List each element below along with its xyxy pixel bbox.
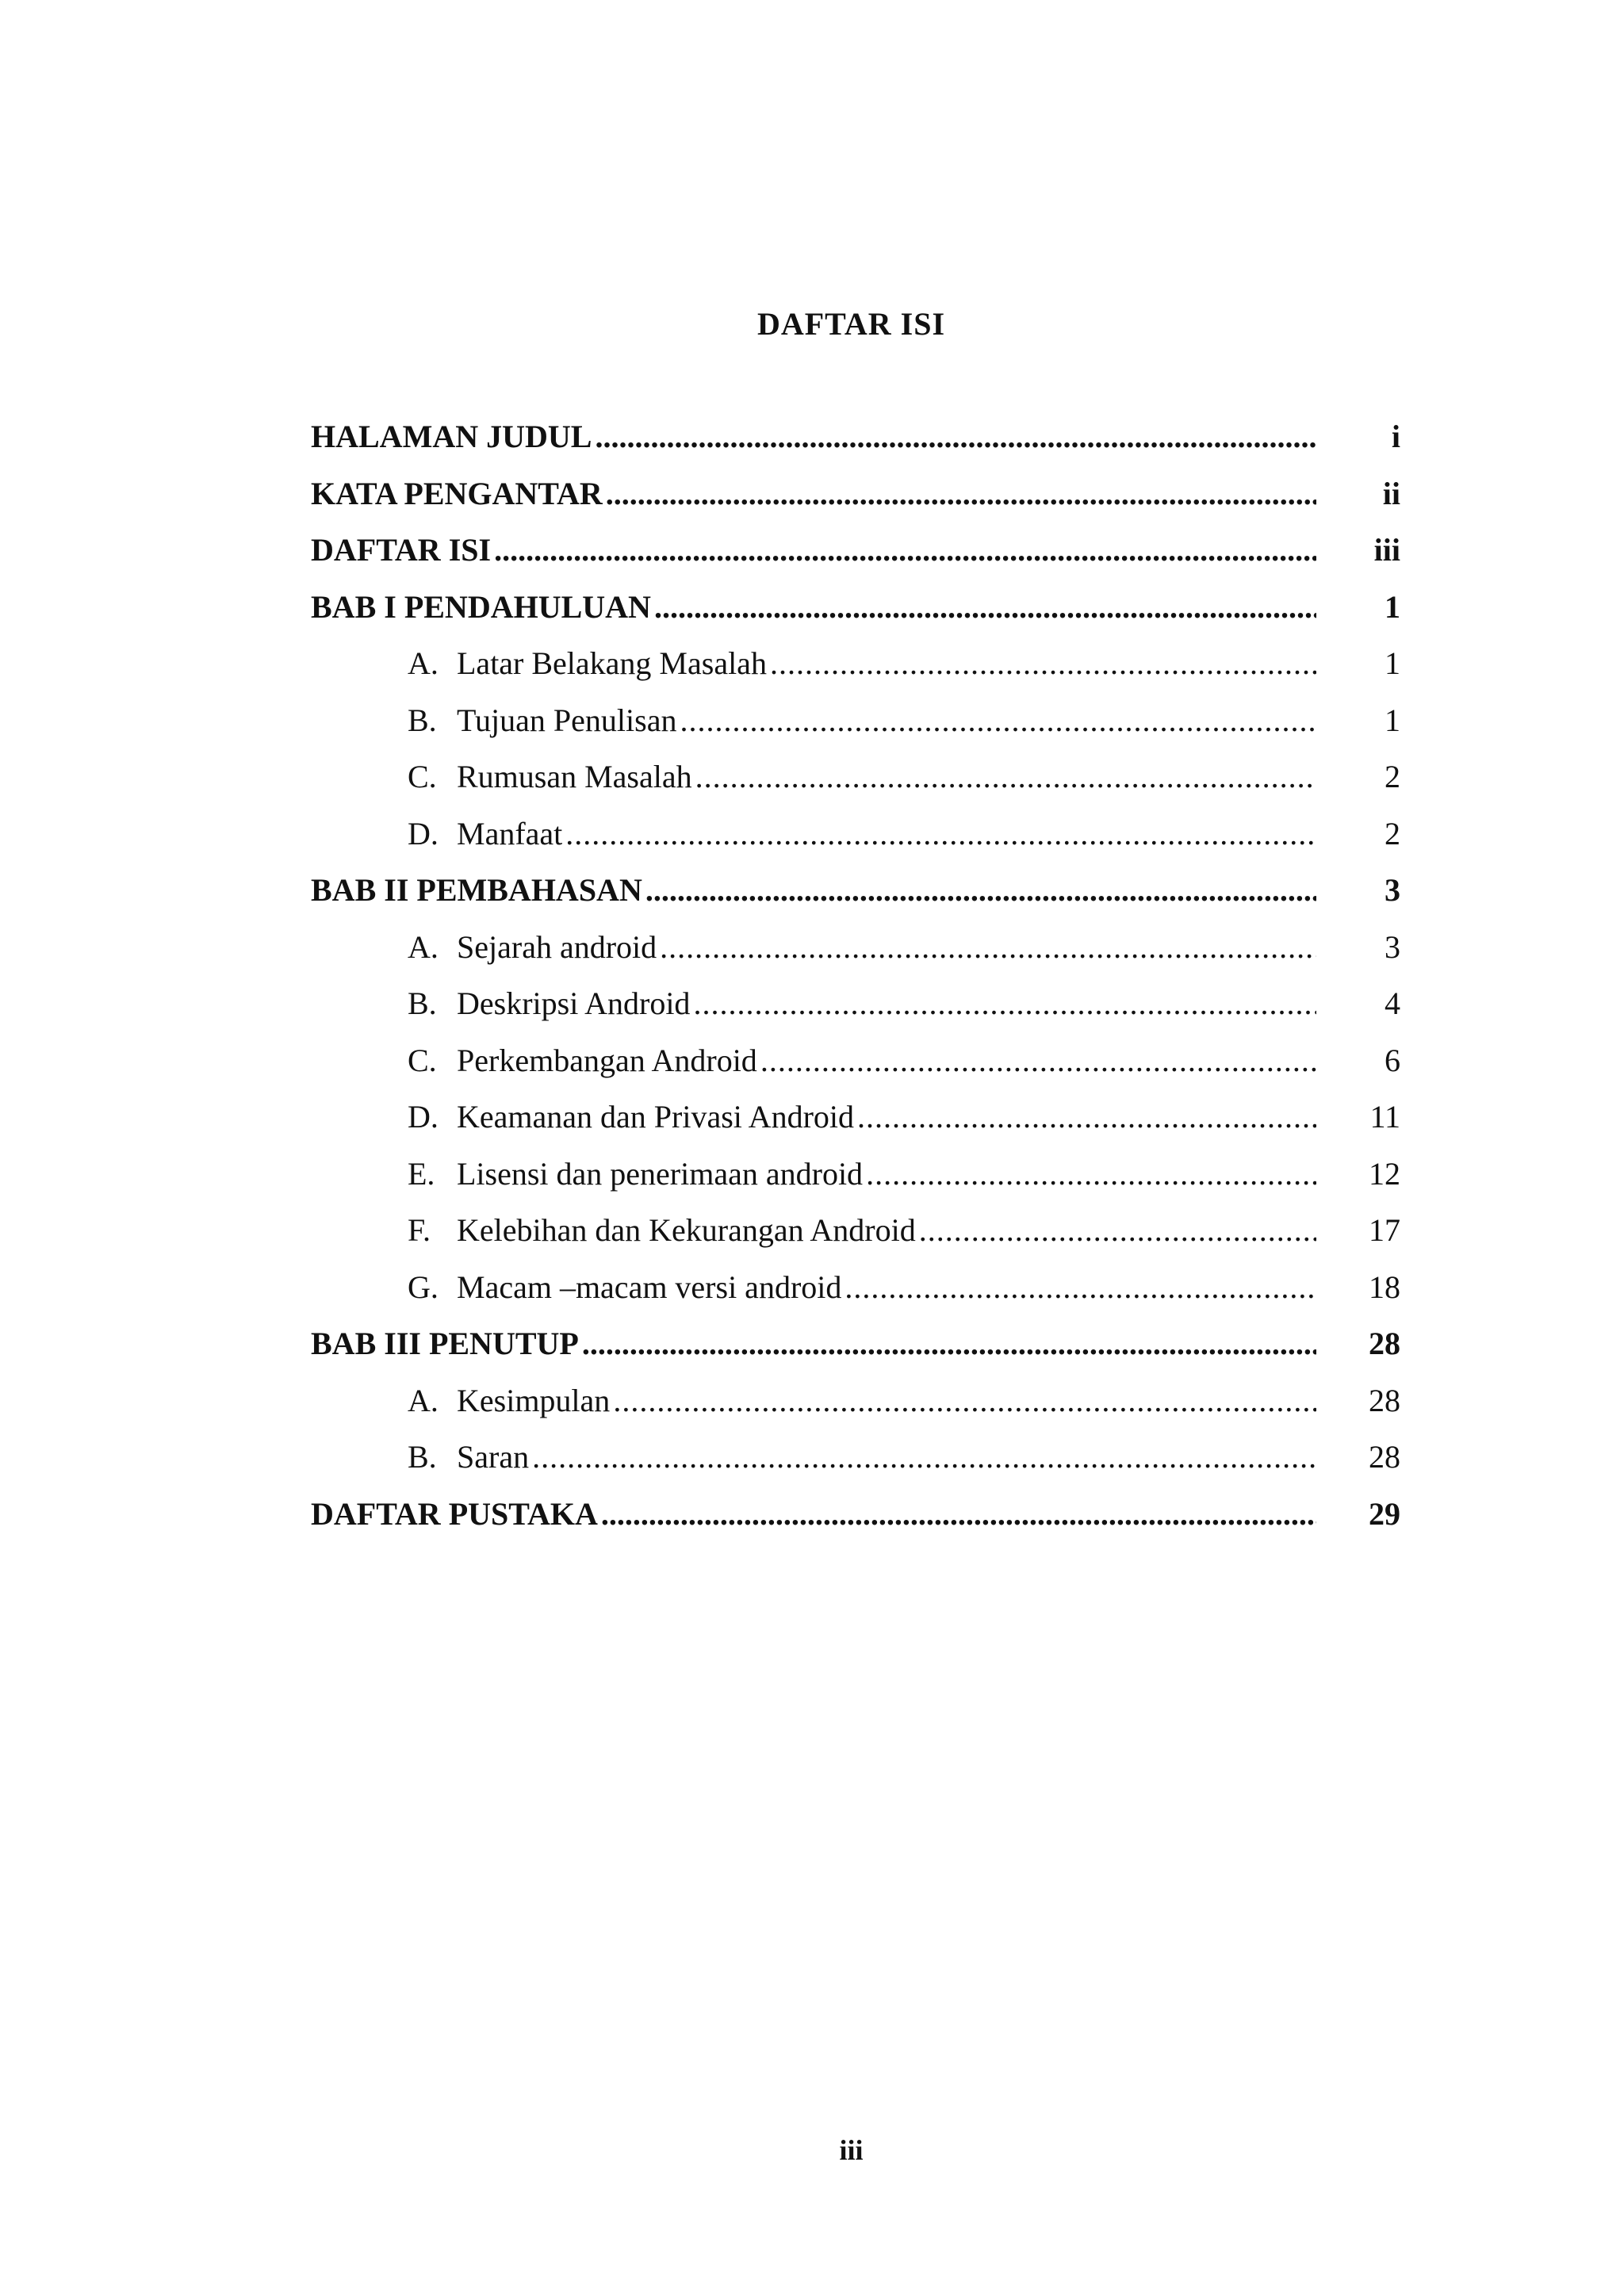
dot-leader — [582, 1325, 1316, 1362]
toc-chapter-entry — [311, 531, 1400, 588]
toc-entry-letter: G. — [408, 1269, 439, 1305]
toc-entry-label-group — [311, 645, 1316, 682]
dot-leader — [866, 1155, 1316, 1192]
dot-leader — [654, 588, 1316, 626]
toc-entry-page-number: 29 — [1369, 1495, 1400, 1532]
toc-entry-label-group — [311, 1495, 1316, 1533]
toc-entry-label-group — [311, 871, 1316, 909]
page-title: DAFTAR ISI — [756, 306, 946, 342]
toc-entry-page-number: 1 — [1385, 702, 1400, 738]
toc-section-entry — [311, 1155, 1400, 1212]
toc-entry-label-group — [311, 702, 1316, 739]
dot-leader — [693, 985, 1316, 1022]
toc-entry-page-number: 11 — [1369, 1099, 1400, 1135]
dot-leader — [606, 475, 1316, 512]
toc-chapter-entry — [311, 1325, 1400, 1382]
toc-section-entry — [311, 645, 1400, 702]
toc-entry-title: BAB II PEMBAHASAN — [311, 872, 642, 908]
toc-entry-letter: B. — [408, 1439, 437, 1475]
toc-entry-letter: B. — [408, 985, 437, 1021]
dot-leader — [919, 1211, 1316, 1249]
dot-leader — [613, 1382, 1316, 1419]
toc-section-entry — [311, 985, 1400, 1042]
toc-entry-letter: F. — [408, 1212, 431, 1248]
toc-entry-label-group — [311, 1211, 1316, 1249]
toc-chapter-entry — [311, 418, 1400, 475]
toc-section-entry — [311, 1438, 1400, 1495]
toc-entry-title: Keamanan dan Privasi Android — [457, 1099, 854, 1135]
toc-entry-label-group — [311, 1098, 1316, 1135]
toc-entry-label-group — [311, 1269, 1316, 1306]
toc-section-entry — [311, 928, 1400, 985]
toc-entry-label-group — [311, 1042, 1316, 1079]
toc-entry-title: DAFTAR PUSTAKA — [311, 1495, 598, 1532]
toc-entry-label-group — [311, 1155, 1316, 1192]
toc-entry-label-group — [311, 1382, 1316, 1419]
toc-entry-label-group — [311, 475, 1316, 512]
toc-section-entry — [311, 758, 1400, 815]
toc-entry-title: Sejarah android — [457, 928, 657, 965]
dot-leader — [660, 928, 1316, 966]
dot-leader — [680, 702, 1316, 739]
toc-entry-title: Deskripsi Android — [457, 985, 691, 1021]
toc-entry-title: Kelebihan dan Kekurangan Android — [457, 1212, 916, 1248]
toc-entry-page-number: 3 — [1385, 928, 1400, 965]
toc-entry-page-number: 28 — [1369, 1326, 1400, 1361]
toc-section-entry — [311, 815, 1400, 872]
dot-leader — [760, 1042, 1316, 1079]
toc-entry-title: Kesimpulan — [457, 1382, 611, 1418]
toc-entry-letter: B. — [408, 702, 437, 738]
toc-entry-label-group — [311, 531, 1316, 568]
toc-entry-title: BAB III PENUTUP — [311, 1326, 579, 1361]
toc-entry-label-group — [311, 588, 1316, 626]
toc-entry-page-number: 12 — [1369, 1155, 1400, 1192]
toc-entry-page-number: i — [1391, 419, 1400, 454]
toc-entry-title: DAFTAR ISI — [311, 532, 492, 568]
toc-entry-title: Latar Belakang Masalah — [457, 645, 767, 681]
toc-section-entry — [311, 702, 1400, 759]
toc-entry-page-number: 6 — [1385, 1042, 1400, 1078]
toc-chapter-entry — [311, 475, 1400, 532]
toc-entry-letter: A. — [408, 645, 439, 681]
toc-entry-page-number: 28 — [1369, 1382, 1400, 1418]
toc-entry-page-number: ii — [1382, 475, 1400, 511]
dot-leader — [695, 758, 1316, 795]
toc-entry-page-number: 1 — [1385, 588, 1400, 625]
toc-entry-label-group — [311, 1325, 1316, 1362]
toc-entry-label-group — [311, 815, 1316, 852]
toc-entry-title: Macam –macam versi android — [457, 1269, 842, 1305]
toc-entry-letter: D. — [408, 815, 439, 851]
toc-entry-page-number: iii — [1373, 532, 1400, 568]
dot-leader — [845, 1269, 1316, 1306]
toc-entry-title: Lisensi dan penerimaan android — [457, 1155, 864, 1192]
toc-entry-page-number: 1 — [1385, 645, 1400, 681]
toc-section-entry — [311, 1382, 1400, 1439]
toc-entry-label-group — [311, 985, 1316, 1022]
toc-entry-page-number: 28 — [1369, 1439, 1400, 1475]
toc-entry-letter: C. — [408, 759, 437, 794]
toc-entry-page-number: 4 — [1385, 985, 1400, 1021]
dot-leader — [857, 1098, 1316, 1135]
toc-entry-title: Rumusan Masalah — [457, 759, 692, 794]
toc-entry-page-number: 2 — [1385, 815, 1400, 851]
toc-section-entry — [311, 1211, 1400, 1269]
toc-entry-title: HALAMAN JUDUL — [311, 419, 592, 454]
dot-leader — [494, 531, 1316, 568]
toc-entry-label-group — [311, 928, 1316, 966]
toc-entry-title: Manfaat — [457, 815, 563, 851]
toc-chapter-entry — [311, 588, 1400, 645]
toc-entry-title: Perkembangan Android — [457, 1042, 757, 1078]
toc-entry-label-group — [311, 758, 1316, 795]
table-of-contents — [311, 418, 1400, 1552]
toc-entry-title: BAB I PENDAHULUAN — [311, 588, 651, 625]
toc-entry-title: Saran — [457, 1439, 530, 1475]
dot-leader — [565, 815, 1316, 852]
dot-leader — [601, 1495, 1316, 1533]
toc-entry-letter: A. — [408, 928, 439, 965]
toc-chapter-entry — [311, 1495, 1400, 1552]
toc-chapter-entry — [311, 871, 1400, 928]
toc-entry-title: Tujuan Penulisan — [457, 702, 677, 738]
toc-section-entry — [311, 1042, 1400, 1099]
dot-leader — [645, 871, 1316, 909]
toc-section-entry — [311, 1098, 1400, 1155]
toc-entry-page-number: 17 — [1369, 1212, 1400, 1248]
toc-entry-page-number: 18 — [1369, 1269, 1400, 1305]
toc-entry-letter: C. — [408, 1042, 437, 1078]
toc-entry-letter: E. — [408, 1155, 435, 1192]
dot-leader — [532, 1438, 1316, 1475]
toc-entry-page-number: 2 — [1385, 759, 1400, 794]
dot-leader — [595, 418, 1316, 455]
toc-entry-letter: A. — [408, 1382, 439, 1418]
toc-section-entry — [311, 1269, 1400, 1326]
toc-entry-letter: D. — [408, 1099, 439, 1135]
toc-entry-page-number: 3 — [1385, 872, 1400, 908]
dot-leader — [770, 645, 1316, 682]
page-number: iii — [839, 2134, 864, 2166]
toc-entry-title: KATA PENGANTAR — [311, 475, 603, 511]
toc-entry-label-group — [311, 1438, 1316, 1475]
toc-entry-label-group — [311, 418, 1316, 455]
